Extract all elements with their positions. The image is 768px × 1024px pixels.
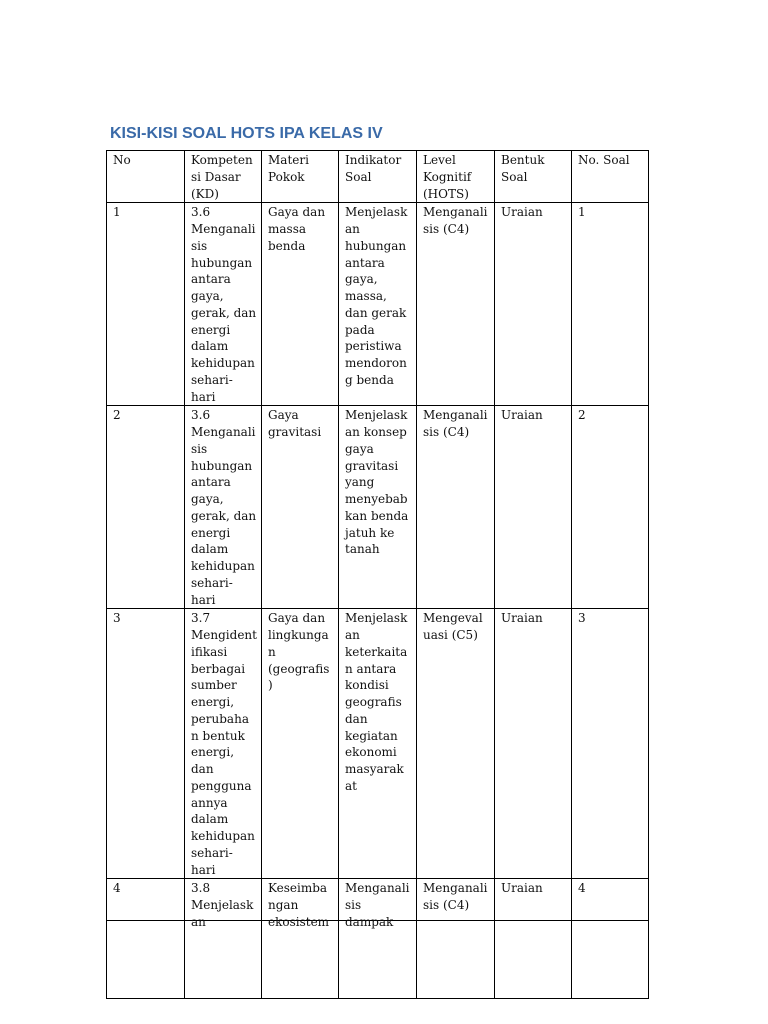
cell-indikator-soal: Menjelask an konsep gaya gravitasi yang menyebab kan benda jatuh ke tanah <box>339 406 417 609</box>
cell-materi-pokok: Gaya dan lingkunga n (geografis ) <box>262 609 339 879</box>
header-level-kognitif: Level Kognitif (HOTS) <box>417 151 495 203</box>
table-row <box>107 609 649 879</box>
cell-no-soal: 1 <box>572 203 649 406</box>
cell-bentuk-soal: Uraian <box>495 203 572 406</box>
cell-level-kognitif: Menganali sis (C4) <box>417 203 495 406</box>
document-title: KISI-KISI SOAL HOTS IPA KELAS IV <box>110 125 383 142</box>
cell-bentuk-soal: Uraian <box>495 879 572 999</box>
cell-no-soal: 2 <box>572 406 649 609</box>
kisi-kisi-table-container <box>106 150 648 929</box>
cell-kompetensi-dasar: 3.6 Menganali sis hubungan antara gaya, gerak, dan energi dalam kehidupan sehari- hari <box>185 203 262 406</box>
cell-indikator-soal: Menjelask an hubungan antara gaya, massa, dan gerak pada peristiwa mendoron g benda <box>339 203 417 406</box>
cell-no: 3 <box>107 609 185 879</box>
cell-no: 4 <box>107 879 185 999</box>
header-kompetensi-dasar: Kompeten si Dasar (KD) <box>185 151 262 203</box>
cell-level-kognitif: Menganali sis (C4) <box>417 406 495 609</box>
cell-no-soal: 3 <box>572 609 649 879</box>
header-materi-pokok: Materi Pokok <box>262 151 339 203</box>
header-no: No <box>107 151 185 203</box>
cell-bentuk-soal: Uraian <box>495 609 572 879</box>
cell-indikator-soal: Menganali sis dampak <box>339 879 417 999</box>
cell-bentuk-soal: Uraian <box>495 406 572 609</box>
cell-materi-pokok: Gaya gravitasi <box>262 406 339 609</box>
table-header-row <box>107 151 649 203</box>
table-row <box>107 203 649 406</box>
kisi-kisi-table <box>106 150 649 999</box>
header-indikator-soal: Indikator Soal <box>339 151 417 203</box>
cell-kompetensi-dasar: 3.7 Mengident ifikasi berbagai sumber energi, perubaha n bentuk energi, dan pengguna annya dalam kehidupan sehari- hari <box>185 609 262 879</box>
header-no-soal: No. Soal <box>572 151 649 203</box>
cell-no: 2 <box>107 406 185 609</box>
cell-materi-pokok: Keseimba ngan ekosistem <box>262 879 339 999</box>
header-bentuk-soal: Bentuk Soal <box>495 151 572 203</box>
cell-no: 1 <box>107 203 185 406</box>
cell-materi-pokok: Gaya dan massa benda <box>262 203 339 406</box>
cell-level-kognitif: Mengeval uasi (C5) <box>417 609 495 879</box>
cell-kompetensi-dasar: 3.6 Menganali sis hubungan antara gaya, gerak, dan energi dalam kehidupan sehari- hari <box>185 406 262 609</box>
cell-level-kognitif: Menganali sis (C4) <box>417 879 495 999</box>
cell-indikator-soal: Menjelask an keterkaita n antara kondisi geografis dan kegiatan ekonomi masyarak at <box>339 609 417 879</box>
table-row <box>107 406 649 609</box>
cell-kompetensi-dasar: 3.8 Menjelask an <box>185 879 262 999</box>
table-row <box>107 879 649 999</box>
cell-no-soal: 4 <box>572 879 649 999</box>
